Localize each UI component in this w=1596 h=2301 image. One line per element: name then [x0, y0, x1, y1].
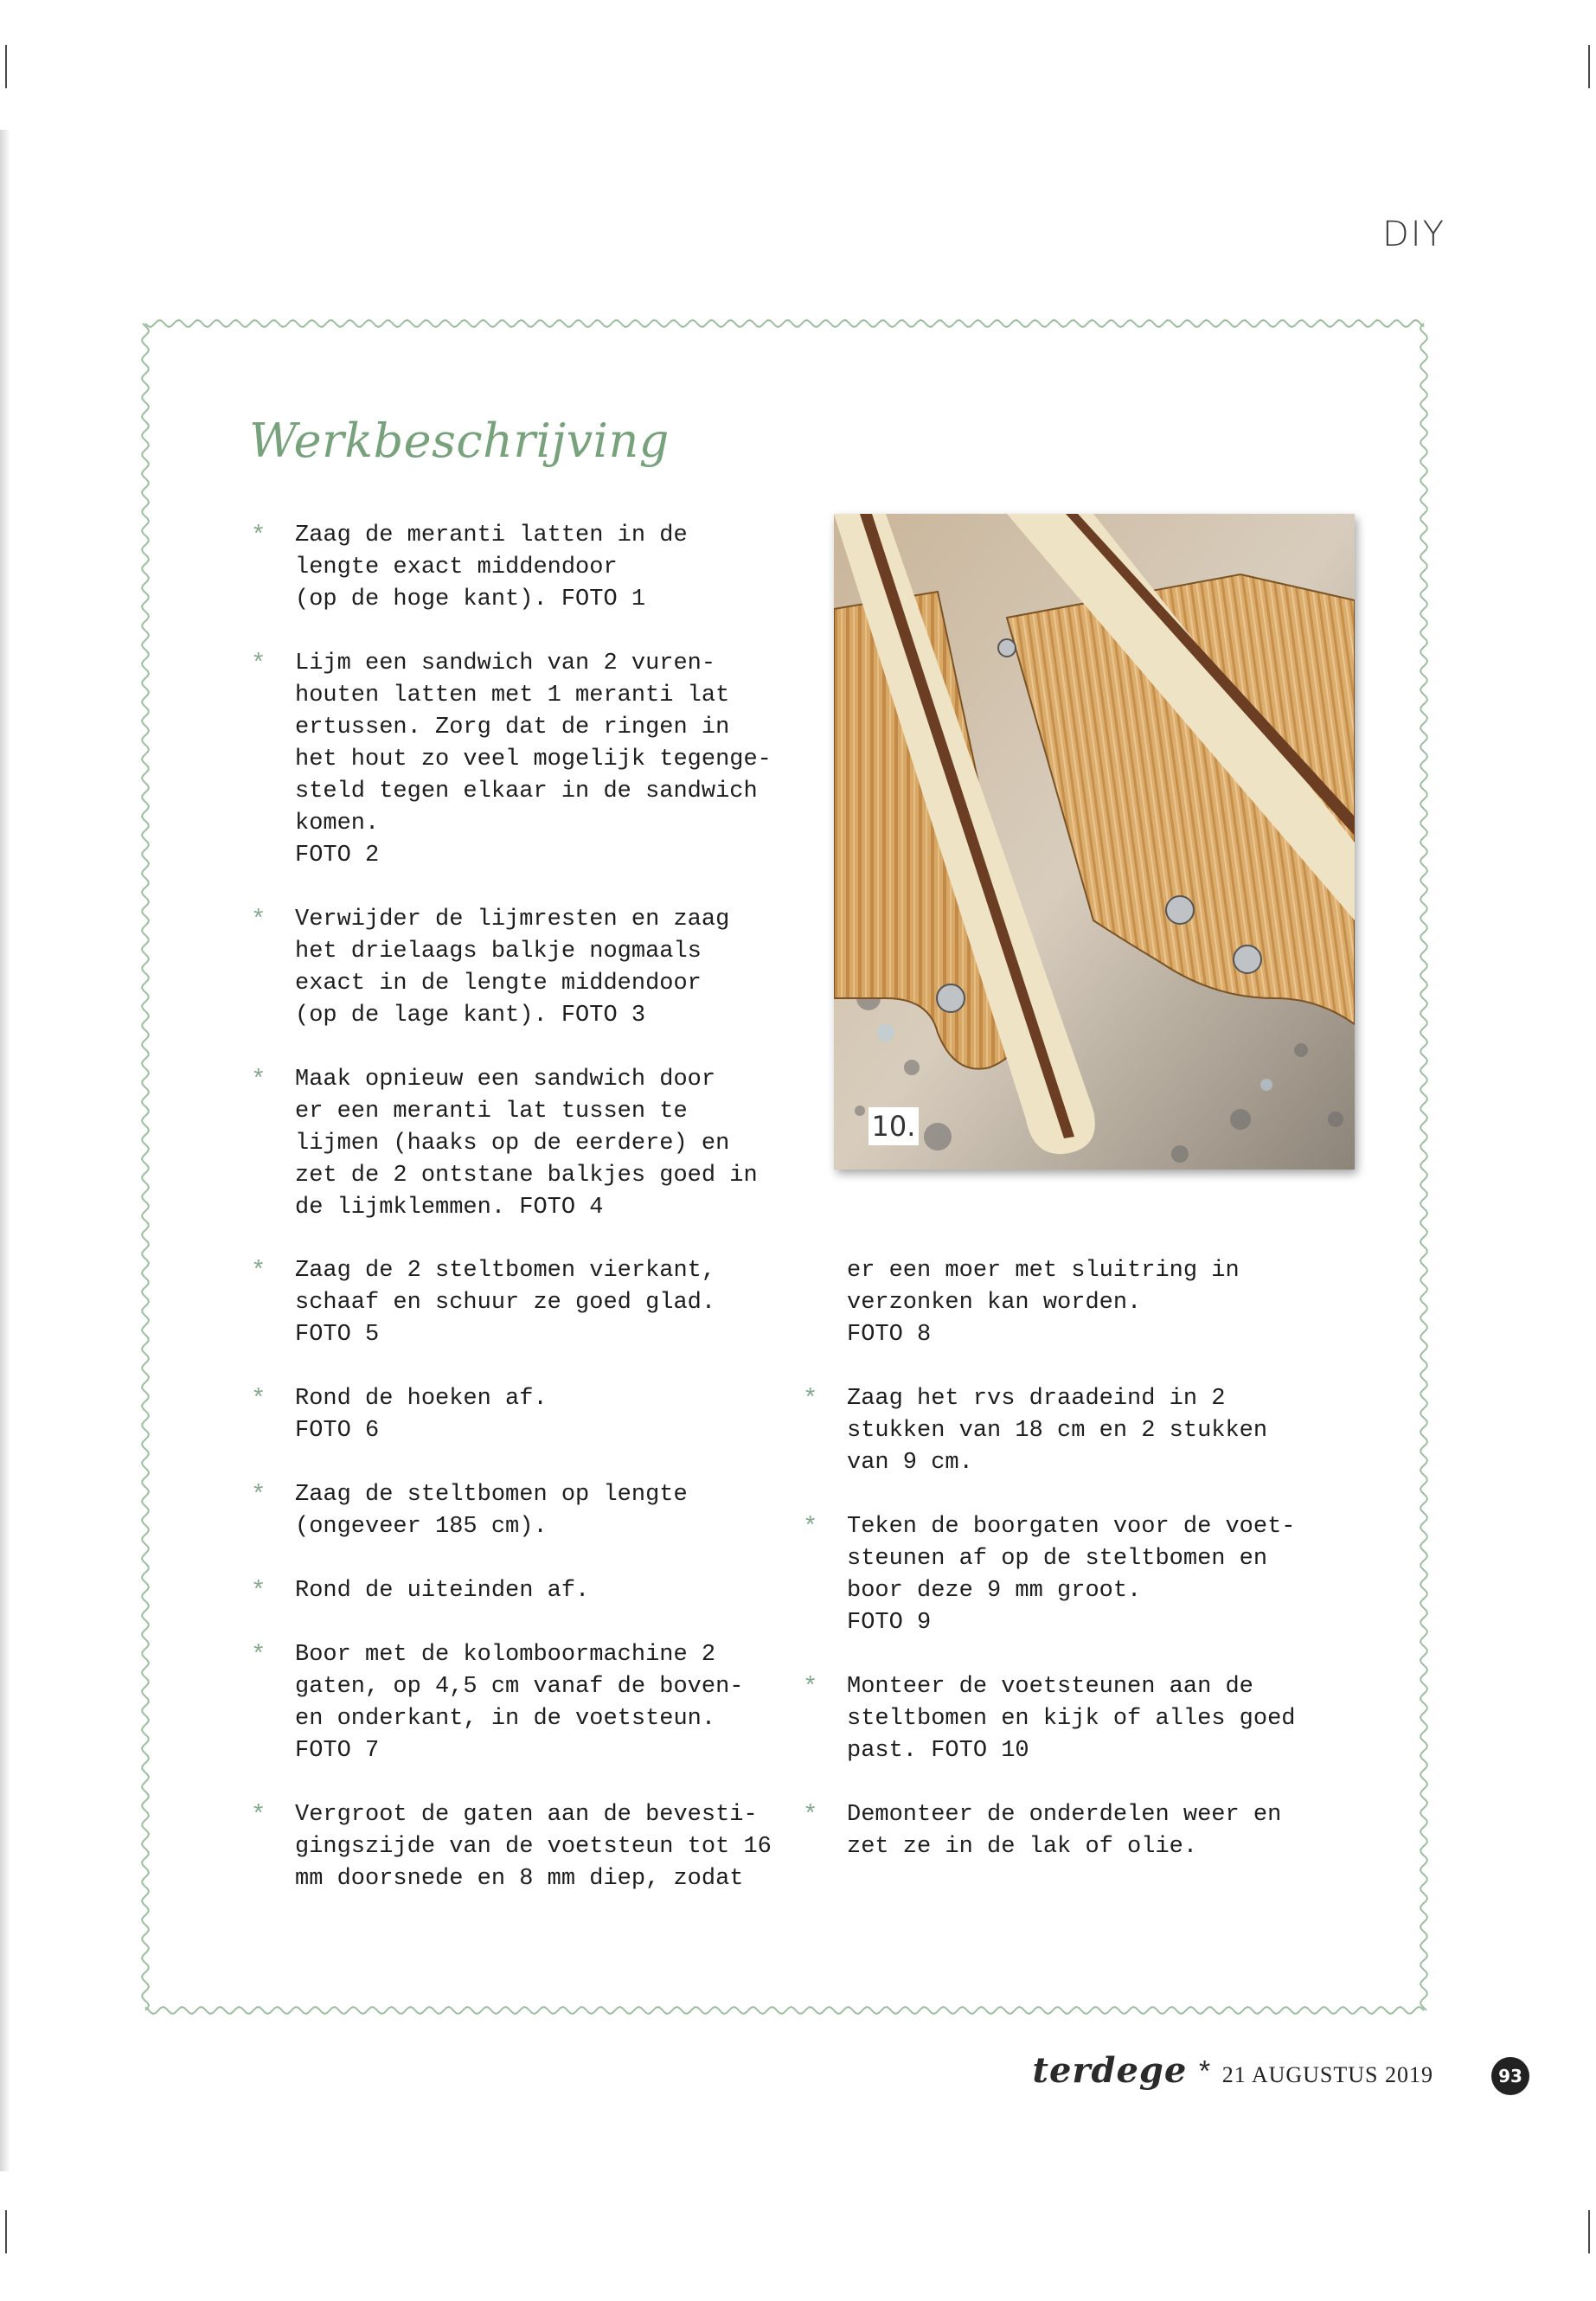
step-text: Zaag het rvs draadeind in 2 stukken van 18 cm en 2 stukken van 9 cm.	[847, 1386, 1268, 1476]
asterisk-bullet-icon: *	[251, 1641, 266, 1670]
step-item	[251, 1575, 804, 1607]
crop-mark-top-left	[5, 45, 7, 88]
page-number: 93	[1491, 2057, 1529, 2095]
step-item	[803, 1799, 1322, 1863]
steps-column-2	[251, 1255, 804, 1927]
asterisk-bullet-icon: *	[251, 1066, 266, 1094]
asterisk-bullet-icon: *	[251, 1481, 266, 1509]
step-text: Maak opnieuw een sandwich door er een meranti lat tussen te lijmen (haaks op de eerdere) en zet de 2 ontstane balkjes goed in de lijmklemmen. FOTO 4	[295, 1067, 758, 1221]
step-text: Teken de boorgaten voor de voet- steunen af op de steltbomen en boor deze 9 mm groot. FOTO 9	[847, 1514, 1296, 1636]
asterisk-bullet-icon: *	[803, 1385, 818, 1413]
footer-separator-icon: *	[1195, 2059, 1214, 2092]
step-item	[251, 648, 804, 872]
step-item	[803, 1511, 1322, 1639]
magazine-brand: terdege	[1032, 2050, 1188, 2091]
step-item	[803, 1671, 1322, 1767]
step-item	[251, 904, 804, 1032]
step-continuation	[803, 1255, 1322, 1351]
asterisk-bullet-icon: *	[251, 522, 266, 550]
steps-column-3	[803, 1255, 1322, 1895]
crop-mark-bottom-left	[5, 2210, 7, 2253]
step-text: Zaag de meranti latten in de lengte exact middendoor (op de hoge kant). FOTO 1	[295, 522, 688, 612]
photo-number-label: 10.	[869, 1107, 919, 1145]
page-spine-shadow	[0, 130, 10, 2171]
frame-edge	[145, 320, 1424, 327]
step-item	[251, 1639, 804, 1767]
step-item	[251, 520, 804, 616]
step-item	[803, 1383, 1322, 1479]
step-text: Zaag de steltbomen op lengte (ongeveer 185 cm).	[295, 1482, 688, 1540]
photo-stilts	[834, 514, 1355, 1170]
asterisk-bullet-icon: *	[251, 1801, 266, 1830]
section-label: DIY	[1382, 215, 1446, 254]
step-text: Zaag de 2 steltbomen vierkant, schaaf en schuur ze goed glad. FOTO 5	[295, 1258, 716, 1348]
step-text: Verwijder de lijmresten en zaag het drielaags balkje nogmaals exact in de lengte middendoor (op de lage kant). FOTO 3	[295, 907, 730, 1029]
issue-date: 21 AUGUSTUS 2019	[1221, 2062, 1433, 2087]
step-text: Demonteer de onderdelen weer en zet ze in de lak of olie.	[847, 1802, 1282, 1860]
step-item	[251, 1799, 804, 1895]
step-text: Rond de uiteinden af.	[295, 1578, 590, 1604]
steps-column-1	[251, 520, 804, 1256]
asterisk-bullet-icon: *	[251, 1257, 266, 1285]
page-footer	[1033, 2050, 1434, 2092]
step-item	[251, 1064, 804, 1224]
crop-mark-top-right	[1588, 45, 1590, 88]
step-text: Vergroot de gaten aan de bevesti- gingszijde van de voetsteun tot 16 mm doorsnede en 8 mm diep, zodat	[295, 1802, 772, 1892]
asterisk-bullet-icon: *	[803, 1801, 818, 1830]
step-item	[251, 1383, 804, 1447]
frame-edge	[145, 2007, 1424, 2014]
step-text: Rond de hoeken af. FOTO 6	[295, 1386, 548, 1444]
frame-edge	[1420, 324, 1427, 2010]
asterisk-bullet-icon: *	[803, 1673, 818, 1702]
step-text: Monteer de voetsteunen aan de steltbomen en kijk of alles goed past. FOTO 10	[847, 1674, 1296, 1764]
asterisk-bullet-icon: *	[251, 1385, 266, 1413]
asterisk-bullet-icon: *	[251, 650, 266, 678]
step-text: Boor met de kolomboormachine 2 gaten, op 4,5 cm vanaf de boven- en onderkant, in de voetsteun. FOTO 7	[295, 1642, 744, 1764]
asterisk-bullet-icon: *	[803, 1513, 818, 1541]
asterisk-bullet-icon: *	[251, 906, 266, 934]
photo-illustration	[834, 514, 1355, 1170]
frame-edge	[142, 324, 149, 2010]
step-text: er een moer met sluitring in verzonken kan worden. FOTO 8	[847, 1258, 1240, 1348]
asterisk-bullet-icon: *	[251, 1577, 266, 1606]
step-text: Lijm een sandwich van 2 vuren- houten latten met 1 meranti lat ertussen. Zorg dat de ringen in het hout zo veel mogelijk tegenge- steld tegen elkaar in de sandwich komen. FOTO 2	[295, 651, 772, 868]
article-heading: Werkbeschrijving	[249, 413, 670, 468]
step-item	[251, 1255, 804, 1351]
crop-mark-bottom-right	[1588, 2210, 1590, 2253]
step-item	[251, 1479, 804, 1543]
